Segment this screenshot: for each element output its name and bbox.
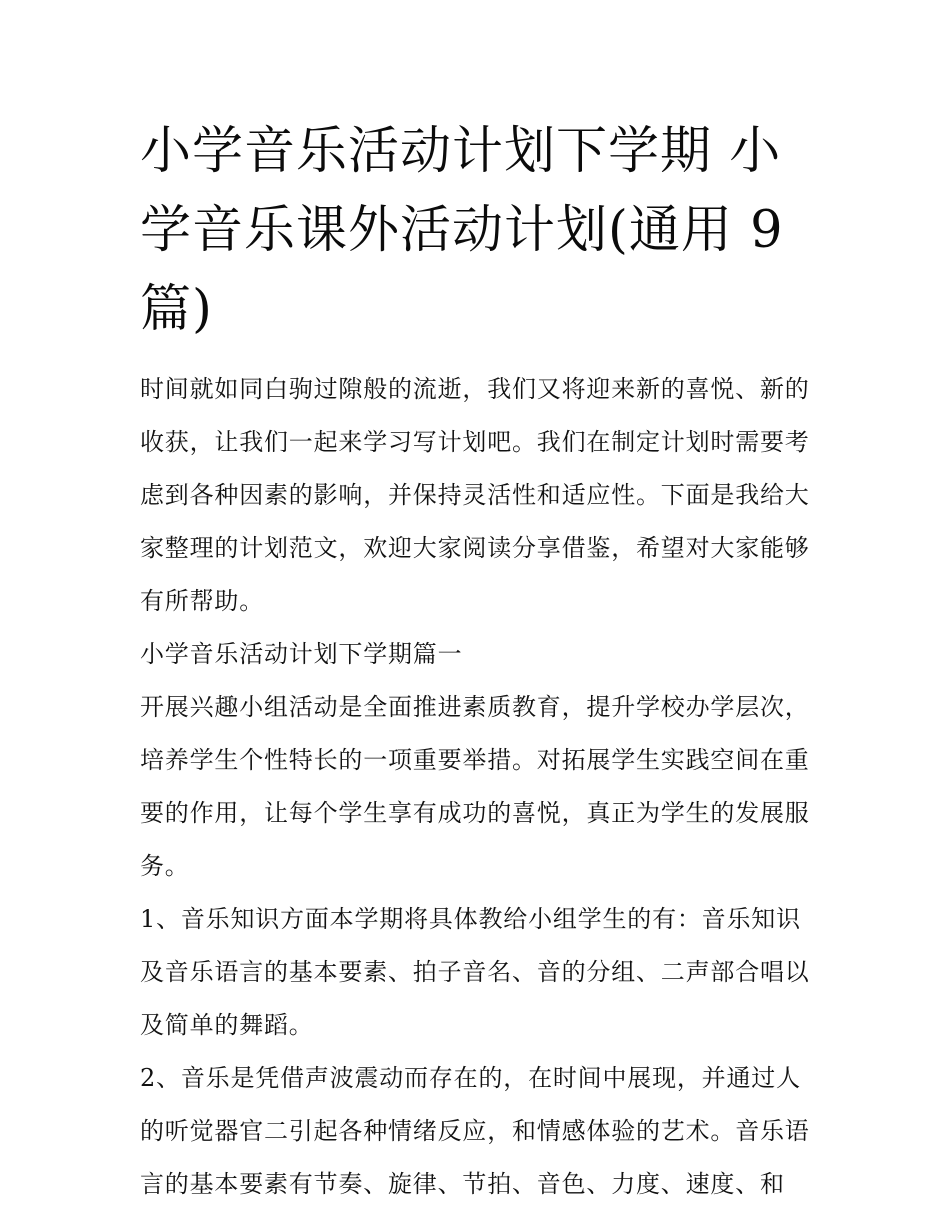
document-body [140,363,820,1211]
intro-paragraph: 时间就如同白驹过隙般的流逝，我们又将迎来新的喜悦、新的收获，让我们一起来学习写计划吧。我们在制定计划时需要考虑到各种因素的影响，并保持灵活性和适应性。下面是我给大家整理的计划范文，欢迎大家阅读分享借鉴，希望对大家能够有所帮助。 [140,375,810,615]
paragraph-1: 开展兴趣小组活动是全面推进素质教育，提升学校办学层次，培养学生个性特长的一项重要举措。对拓展学生实践空间在重要的作用，让每个学生享有成功的喜悦，真正为学生的发展服务。 [140,693,810,880]
paragraph-3: 2、音乐是凭借声波震动而存在的，在时间中展现，并通过人的听觉器官二引起各种情绪反应，和情感体验的艺术。音乐语言的基本要素有节奏、旋律、节拍、音色、力度、速度、和 [140,1064,810,1198]
document-page [140,112,820,1211]
paragraph-2: 1、音乐知识方面本学期将具体教给小组学生的有：音乐知识及音乐语言的基本要素、拍子音名、音的分组、二声部合唱以及简单的舞蹈。 [140,905,810,1039]
document-title: 小学音乐活动计划下学期 小学音乐课外活动计划(通用 9 篇) [140,122,784,339]
section-heading: 小学音乐活动计划下学期篇一 [140,640,463,668]
